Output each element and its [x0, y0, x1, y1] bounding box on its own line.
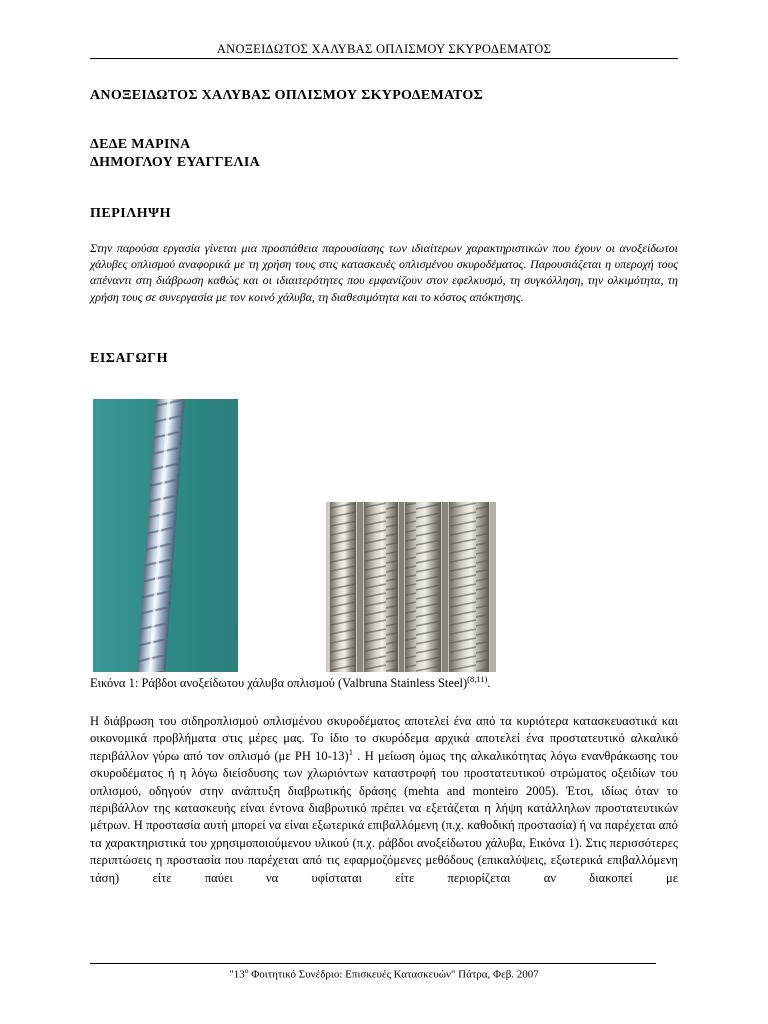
footer-pre: "13 [229, 968, 245, 981]
paper-title: ΑΝΟΞΕΙΔΩΤΟΣ ΧΑΛΥΒΑΣ ΟΠΛΙΣΜΟΥ ΣΚΥΡΟΔΕΜΑΤΟΣ [90, 88, 484, 103]
abstract-text: Στην παρούσα εργασία γίνεται μια προσπάθεια παρουσίασης των ιδιαίτερων χαρακτηριστικών που έχουν οι ανοξείδωτοι χάλυβες οπλισμού αναφορικά με τη χρήση τους στις κατασκευές οπλισμένου σκυροδέματος. Παρουσιάζεται η υπεροχή τους απέναντι στη διάβρωση καθώς και οι ιδιαιτερότητες που εμφανίζουν στον εφελκυσμό, τη συγκόλληση, την ολκιμότητα, τη χρήση τους σε συνεργασία με τον κοινό χάλυβα, τη διαθεσιμότητα και το κόστος απόκτησης. [90, 241, 678, 304]
running-header: ΑΝΟΞΕΙΔΩΤΟΣ ΧΑΛΥΒΑΣ ΟΠΛΙΣΜΟΥ ΣΚΥΡΟΔΕΜΑΤΟΣ [216, 42, 552, 56]
figure-caption-ref: (8,11) [467, 674, 488, 684]
introduction-paragraph-part1: Η διάβρωση του σιδηροπλισμού οπλισμένου σκυροδέματος αποτελεί ένα από τα κυριότερα κατασκευαστικά και οικονομικά προβλήματα στις μέρες μας. Το ίδιο το σκυρόδεμα αρχικά αποτελεί ένα προστατευτικό αλκαλικό περιβάλλον γύρω από τον οπλισμό (με PH 10-13) [90, 714, 678, 763]
header-rule [90, 58, 678, 59]
abstract-heading: ΠΕΡΙΛΗΨΗ [90, 206, 171, 221]
introduction-paragraph [90, 713, 678, 887]
introduction-paragraph-ref: 1 [348, 746, 354, 757]
introduction-heading: ΕΙΣΑΓΩΓΗ [90, 351, 168, 366]
rebar-photo-teal [93, 399, 238, 672]
footer-post: Φοιτητικό Συνέδριο: Επισκευές Κατασκευών" Πάτρα, Φεβ. 2007 [248, 968, 539, 981]
figure-caption-end: . [487, 676, 491, 691]
author-1: ΔΕΔΕ ΜΑΡΙΝΑ [90, 137, 191, 152]
introduction-paragraph-part2: . Η μείωση όμως της αλκαλικότητας λόγω ενανθράκωσης του σκυροδέματος ή η λόγω διείσδυσης των χλωριόντων καταστροφή του προστατευτικού στρώματος οξειδίων του οπλισμού, οδηγούν στην ανάπτυξη διαβρωτικής δράσης (mehta and monteiro 2005). Έτσι, ιδίως όταν το περιβάλλον της κατασκευής είναι έντονα διαβρωτικό πρέπει να εξετάζεται η λήψη κατάλληλων προστατευτικών μέτρων. Η προστασία αυτή μπορεί να είναι εξωτερικά επιβαλλόμενη (π.χ. καθοδική προστασία) ή να παρέχεται από τα χαρακτηριστικά του χρησιμοποιούμενου υλικού (π.χ. ράβδοι ανοξείδωτου χάλυβα, Εικόνα 1). Στις περισσότερες περιπτώσεις η προστασία που παρέχεται από τις εφαρμοζόμενες μεθόδους (επικαλύψεις, εξωτερικά επιβαλλόμενη τάση) είτε παύει να υφίσταται είτε περιορίζεται αν διακοπεί με [90, 748, 678, 885]
figure-caption-text: Εικόνα 1: Ράβδοι ανοξείδωτου χάλυβα οπλισμού (Valbruna Stainless Steel) [90, 676, 468, 691]
footer-sup: ο [244, 966, 249, 975]
rebar-photo-grey [326, 502, 496, 672]
figure-caption [90, 674, 491, 691]
footer-rule [90, 963, 656, 964]
page-footer [90, 966, 678, 981]
author-2: ΔΗΜΟΓΛΟΥ ΕΥΑΓΓΕΛΙΑ [90, 155, 261, 170]
